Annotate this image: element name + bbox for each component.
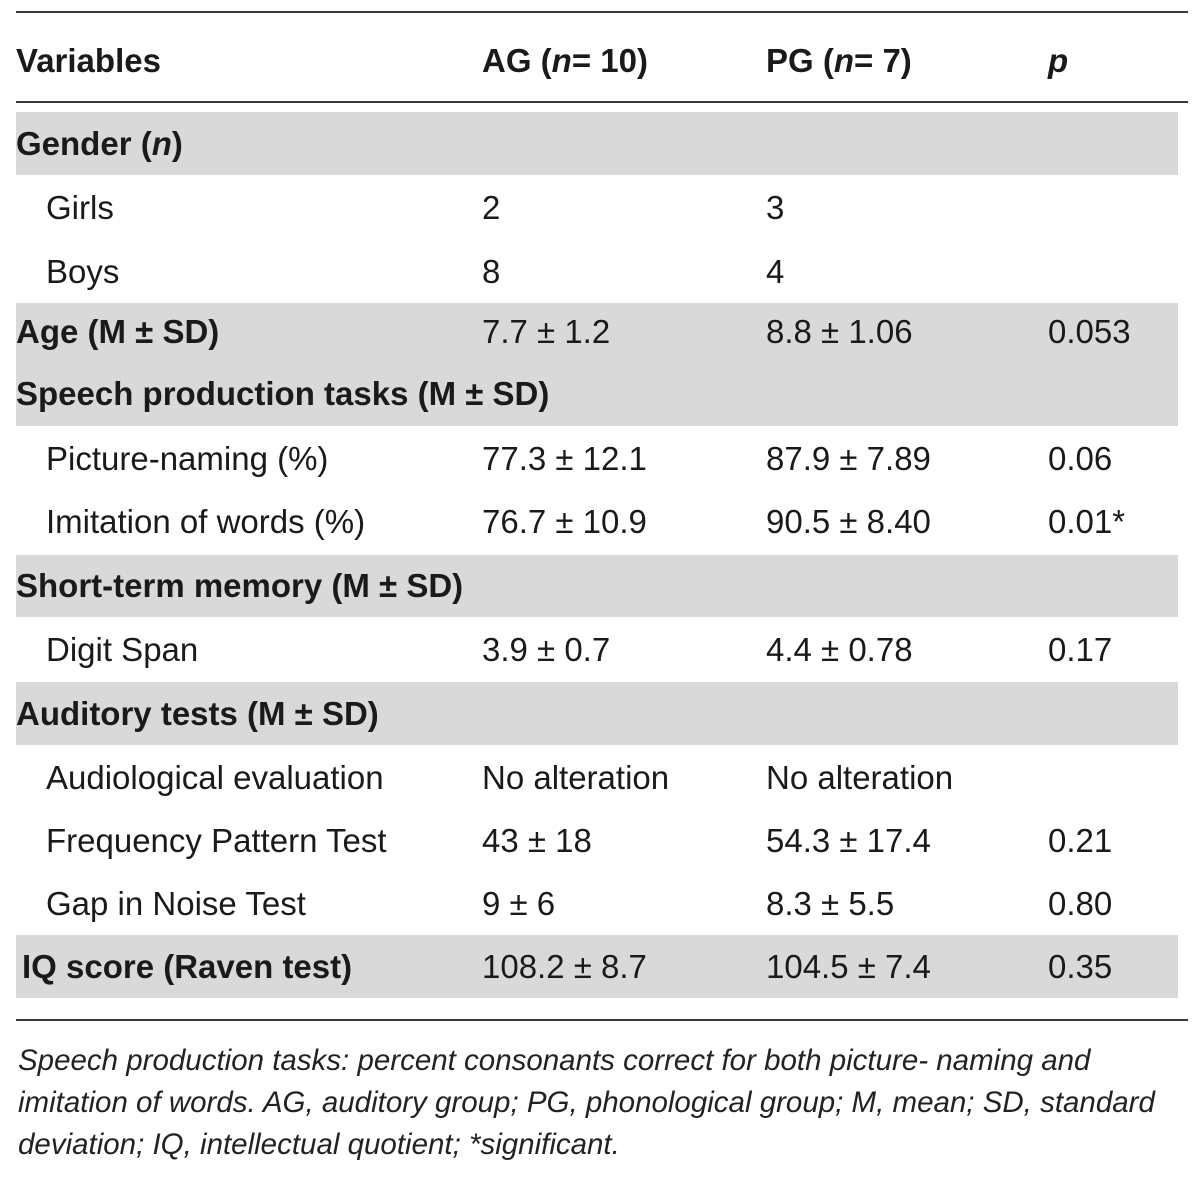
table-row: [16, 618, 1178, 682]
header-ag: AG ( n = 10): [482, 42, 648, 79]
header-variables: Variables: [16, 42, 161, 79]
table-row: [16, 873, 1178, 935]
table-row-age: [16, 303, 1178, 361]
ag-value: 76.7 ± 10.9: [482, 503, 647, 540]
table-row: [16, 176, 1178, 240]
section-row-memory: [16, 555, 1178, 617]
table-row: [16, 490, 1178, 554]
ag-value: 77.3 ± 12.1: [482, 440, 647, 477]
table-row: [16, 240, 1178, 303]
ag-value: 7.7 ± 1.2: [482, 313, 611, 350]
pg-value: 8.3 ± 5.5: [766, 885, 895, 922]
p-value: 0.17: [1048, 631, 1113, 668]
p-value: 0.01*: [1048, 503, 1126, 540]
row-label: IQ score (Raven test): [22, 947, 353, 985]
table-row: [16, 746, 1178, 809]
section-label: Speech production tasks (M ± SD): [16, 374, 550, 412]
row-label: Digit Span: [46, 631, 199, 668]
row-label: Gap in Noise Test: [46, 885, 306, 922]
row-label: Boys: [46, 252, 120, 290]
ag-value: 3.9 ± 0.7: [482, 631, 611, 668]
header-rule: [16, 101, 1188, 103]
pg-value: 4: [766, 252, 785, 290]
section-label: Auditory tests (M ± SD): [16, 694, 379, 732]
bottom-rule: [16, 1019, 1188, 1021]
pg-value: No alteration: [766, 758, 954, 796]
p-value: 0.06: [1048, 440, 1113, 477]
pg-value: 3: [766, 189, 785, 226]
row-label: Age (M ± SD): [16, 313, 220, 350]
ag-value: 108.2 ± 8.7: [482, 947, 647, 985]
table-header-row: [16, 28, 1178, 94]
table-footnote: Speech production tasks: percent consonants correct for both picture- naming and imitation of words. AG, auditory group; PG, phonological group; M, mean; SD, standard deviation; IQ, intellectual quotient; *significant.: [18, 1044, 1155, 1161]
p-value: 0.053: [1048, 313, 1131, 350]
p-value: 0.80: [1048, 885, 1113, 922]
p-value: 0.35: [1048, 947, 1113, 985]
row-label: Imitation of words (%): [46, 503, 366, 540]
table-row: [16, 809, 1178, 873]
pg-value: 54.3 ± 17.4: [766, 822, 931, 859]
table-row-iq: [16, 935, 1178, 998]
section-label: Short-term memory (M ± SD): [16, 567, 464, 604]
ag-value: 8: [482, 252, 501, 290]
header-p: p: [1048, 42, 1069, 79]
p-value: 0.21: [1048, 822, 1113, 859]
ag-value: 43 ± 18: [482, 822, 592, 859]
pg-value: 8.8 ± 1.06: [766, 313, 913, 350]
table-row: [16, 428, 1178, 490]
pg-value: 90.5 ± 8.40: [766, 503, 931, 540]
section-row-auditory: [16, 682, 1178, 745]
ag-value: 2: [482, 189, 501, 226]
row-label: Picture-naming (%): [46, 440, 329, 477]
ag-value: 9 ± 6: [482, 885, 556, 922]
pg-value: 104.5 ± 7.4: [766, 947, 931, 985]
row-label: Audiological evaluation: [46, 758, 384, 796]
section-label: Gender ( n ): [16, 124, 183, 162]
row-label: Frequency Pattern Test: [46, 822, 387, 859]
section-row-speech: [16, 361, 1178, 426]
ag-value: No alteration: [482, 758, 670, 796]
pg-value: 4.4 ± 0.78: [766, 631, 913, 668]
row-label: Girls: [46, 189, 114, 226]
section-row-gender: [16, 112, 1178, 175]
header-pg: PG ( n = 7): [766, 42, 912, 79]
pg-value: 87.9 ± 7.89: [766, 440, 931, 477]
top-rule: [16, 11, 1188, 13]
